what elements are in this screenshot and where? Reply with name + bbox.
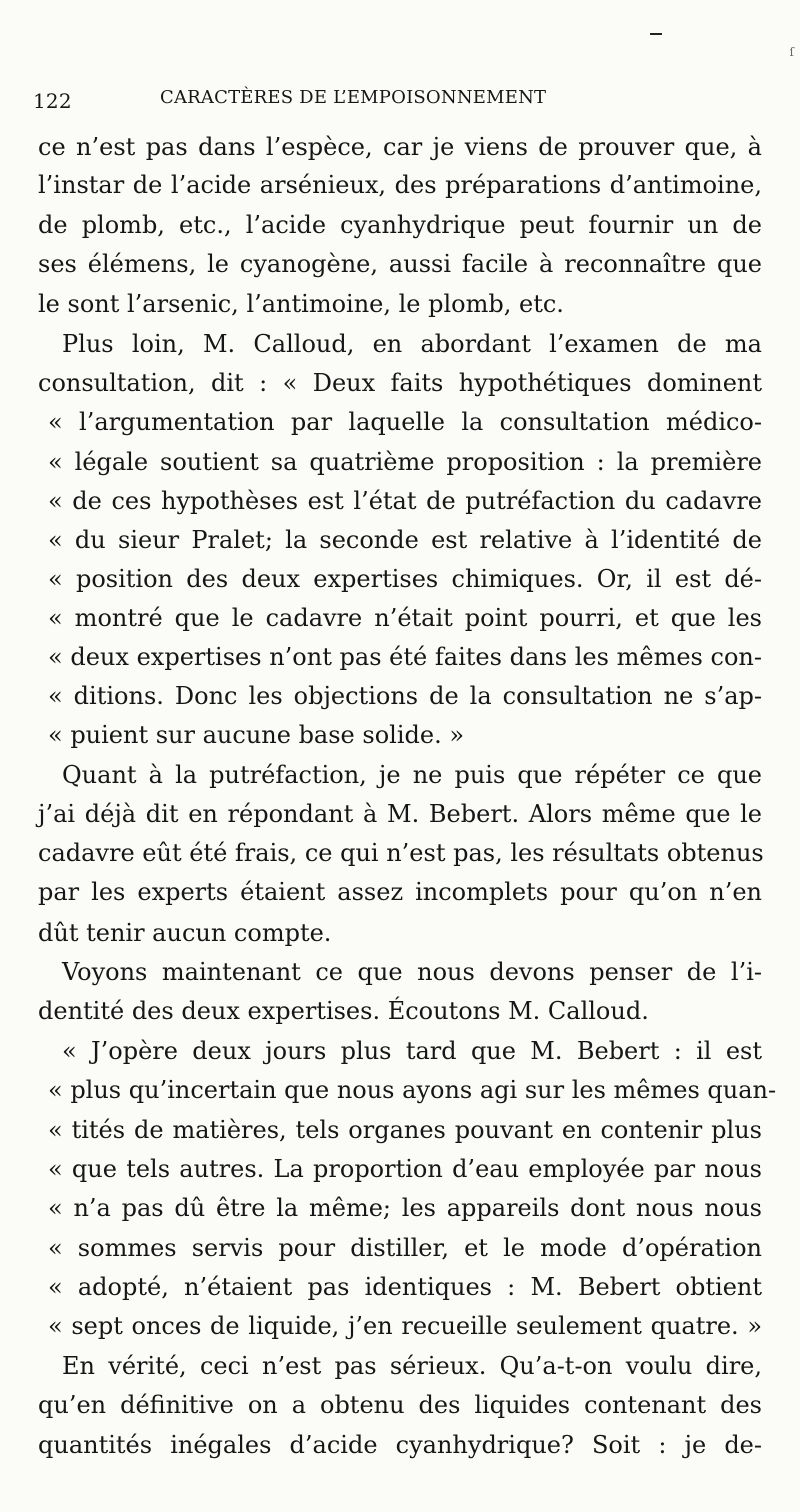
- quoted-line: « deux expertises n’ont pas été faites dans les mêmes con-: [48, 643, 762, 671]
- text-line: consultation, dit : « Deux faits hypothétiques dominent: [38, 369, 762, 397]
- quoted-line: « position des deux expertises chimiques. Or, il est dé-: [48, 565, 762, 593]
- quoted-line: « que tels autres. La proportion d’eau employée par nous: [48, 1155, 762, 1183]
- text-line: par les experts étaient assez incomplets pour qu’on n’en: [38, 878, 762, 906]
- text-line: qu’en définitive on a obtenu des liquides contenant des: [38, 1391, 762, 1419]
- text-line: dentité des deux expertises. Écoutons M. Calloud.: [38, 997, 649, 1025]
- text-line: cadavre eût été frais, ce qui n’est pas, les résultats obtenus: [38, 839, 764, 867]
- page-number: 122: [33, 89, 72, 113]
- running-title: CARACTÈRES DE L’EMPOISONNEMENT: [160, 87, 547, 108]
- text-line: de plomb, etc., l’acide cyanhydrique peut fournir un de: [38, 211, 762, 239]
- text-line: ses élémens, le cyanogène, aussi facile à reconnaître que: [38, 250, 762, 278]
- text-line: Plus loin, M. Calloud, en abordant l’examen de ma: [62, 330, 762, 358]
- quoted-line: « du sieur Pralet; la seconde est relative à l’identité de: [48, 526, 762, 554]
- text-line: ce n’est pas dans l’espèce, car je viens de prouver que, à: [38, 133, 762, 161]
- quoted-line: « J’opère deux jours plus tard que M. Bebert : il est: [62, 1037, 762, 1065]
- quoted-line: « plus qu’incertain que nous ayons agi sur les mêmes quan-: [48, 1076, 777, 1104]
- quoted-line: « légale soutient sa quatrième proposition : la première: [48, 448, 762, 476]
- quoted-line: « l’argumentation par laquelle la consultation médico-: [48, 408, 762, 436]
- quoted-line: « tités de matières, tels organes pouvant en contenir plus: [48, 1116, 762, 1144]
- quoted-line: « de ces hypothèses est l’état de putréfaction du cadavre: [48, 487, 762, 515]
- quoted-line: « ditions. Donc les objections de la consultation ne s’ap-: [48, 682, 762, 710]
- quoted-line: « sommes servis pour distiller, et le mode d’opération: [48, 1234, 762, 1262]
- text-line: l’instar de l’acide arsénieux, des préparations d’antimoine,: [38, 171, 762, 199]
- text-line: dût tenir aucun compte.: [38, 919, 332, 947]
- quoted-line: « montré que le cadavre n’était point pourri, et que les: [48, 604, 762, 632]
- text-line: j’ai déjà dit en répondant à M. Bebert. Alors même que le: [38, 800, 762, 828]
- quoted-line: « puient sur aucune base solide. »: [48, 721, 465, 749]
- text-line: En vérité, ceci n’est pas sérieux. Qu’a-t-on voulu dire,: [62, 1352, 762, 1380]
- text-line: Voyons maintenant ce que nous devons penser de l’i-: [62, 958, 762, 986]
- text-line: quantités inégales d’acide cyanhydrique? Soit : je de-: [38, 1431, 762, 1459]
- page-corner-mark: ſ: [789, 45, 794, 59]
- text-line: Quant à la putréfaction, je ne puis que répéter ce que: [62, 761, 762, 789]
- quoted-line: « n’a pas dû être la même; les appareils dont nous nous: [48, 1194, 762, 1222]
- quoted-line: « adopté, n’étaient pas identiques : M. Bebert obtient: [48, 1273, 762, 1301]
- quoted-line: « sept onces de liquide, j’en recueille seulement quatre. »: [48, 1312, 762, 1340]
- text-line: le sont l’arsenic, l’antimoine, le plomb, etc.: [38, 290, 564, 318]
